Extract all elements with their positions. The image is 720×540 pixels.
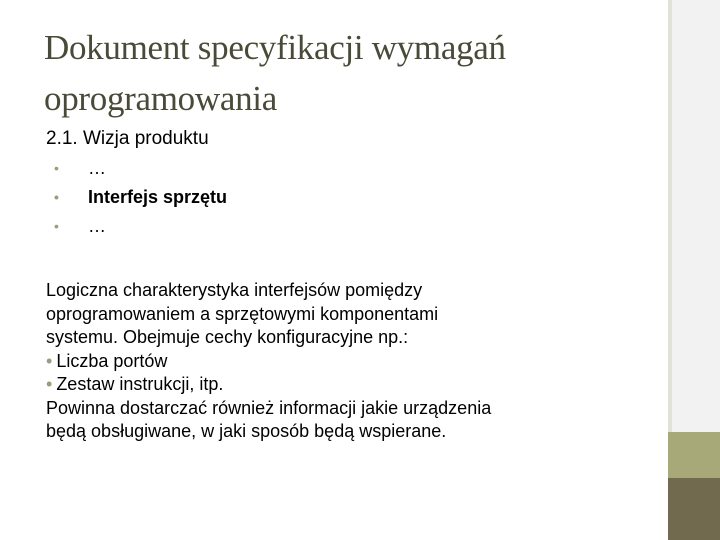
- section-heading: 2.1. Wizja produktu: [46, 128, 209, 149]
- sidebar-olive-block: [668, 478, 720, 540]
- list-item: [46, 183, 646, 212]
- description-line: oprogramowaniem a sprzętowymi komponentami: [46, 303, 439, 324]
- sidebar-sage-block: [668, 432, 720, 478]
- list-item: [46, 212, 646, 241]
- description-bullet-text: Liczba portów: [56, 350, 168, 371]
- list-item-label: Interfejs sprzętu: [88, 187, 228, 207]
- description-text: [46, 279, 646, 444]
- slide-content: [46, 124, 646, 444]
- list-item: [46, 154, 646, 183]
- description-line: Powinna dostarczać również informacji jakie urządzenia: [46, 397, 492, 418]
- description-bullet-text: Zestaw instrukcji, itp.: [56, 374, 224, 394]
- bullet-list: [46, 154, 646, 241]
- bullet-icon: •: [46, 350, 53, 371]
- list-item-label: …: [88, 216, 106, 236]
- list-item-label: …: [88, 158, 106, 178]
- slide-title: Dokument specyfikacji wymagań oprogramowania: [44, 28, 506, 118]
- bullet-icon: •: [46, 374, 53, 394]
- bullet-icon: •: [54, 160, 59, 176]
- bullet-icon: •: [54, 218, 59, 234]
- description-bullet-line: [46, 350, 646, 374]
- description-line: Logiczna charakterystyka interfejsów pomiędzy: [46, 280, 423, 300]
- description-line: systemu. Obejmuje cechy konfiguracyjne np.:: [46, 327, 409, 347]
- decorative-sidebar: [668, 0, 720, 540]
- description-line: będą obsługiwane, w jaki sposób będą wspierane.: [46, 421, 447, 441]
- description-bullet-line: [46, 373, 646, 397]
- bullet-icon: •: [54, 189, 59, 205]
